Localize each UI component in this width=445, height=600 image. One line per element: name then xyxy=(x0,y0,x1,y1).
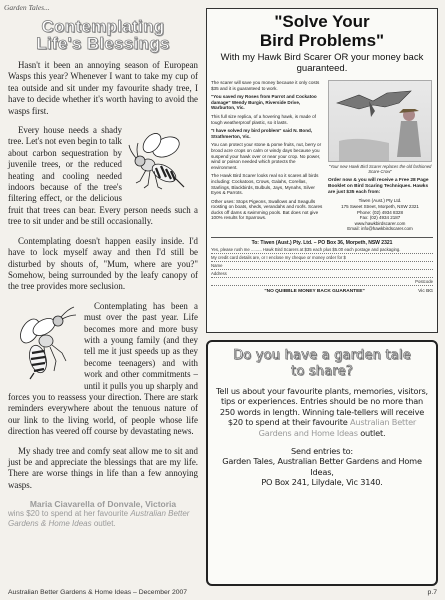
order-form-address-line[interactable]: Address xyxy=(211,270,433,278)
hawk-scarer-photo xyxy=(328,80,432,162)
article-body xyxy=(8,60,198,491)
author-name: Maria Ciavarella xyxy=(29,499,95,510)
article-title xyxy=(8,18,198,52)
ad-code: Vic BG xyxy=(418,288,433,294)
tale-title: Do you have a garden tale to share? xyxy=(233,348,411,379)
article-paragraph-1: Hasn't it been an annoying season of European Wasps this year? Whenever I want to take my cup of tea outside and sit under my favourite shady tree, I have to decide whether it's worth having to avoid the wasps first. xyxy=(8,60,198,116)
tale-send-to: Send entries to: Garden Tales, Australian Better Gardens and Home Ideas, PO Box 241, Lilydale, Vic 3140. xyxy=(222,446,422,488)
garden-tale-callout xyxy=(206,340,438,586)
ad-testimonials xyxy=(211,80,323,232)
bird-scarer-advertisement xyxy=(206,8,438,333)
order-form-name-line[interactable]: Name xyxy=(211,262,433,270)
wasp-illustration-bottom xyxy=(8,301,80,381)
order-form-payment-line[interactable]: My credit card details are, or I enclose my cheque or money order for $ xyxy=(211,254,433,262)
article-paragraph-4: Contemplating has been a must over the past year. Life becomes more and more busy with a young family (and they tell me it just speeds up as they become teenagers) and with work and other commitments – until it pulls you up sharply and forces you to reassess your direction. There are stark reminders everywhere about the tenuous nature of our link to the living world, of people whose life direction has veered off course by devastating news. xyxy=(8,300,198,437)
order-form xyxy=(211,237,433,294)
ad-title: "Solve Your Bird Problems" xyxy=(259,12,385,50)
wasp-illustration-top xyxy=(126,125,198,193)
tale-body: Tell us about your favourite plants, memories, visitors, tips or experiences. Entries should be no more than 250 words in length. Winning tale-tellers will receive $20 to spend at their favourite Australian Better Gardens and Home Ideas outlet. xyxy=(216,386,428,438)
article-title-line1: Contemplating xyxy=(41,17,165,36)
article-column xyxy=(8,18,198,588)
author-prize-store: Australian Better Gardens & Home Ideas xyxy=(8,509,190,529)
ad-subtitle: With my Hawk Bird Scarer OR your money back guaranteed. xyxy=(220,52,424,74)
article-paragraph-2: Every house needs a shady tree. Let's not even begin to talk about carbon sequestration by juvenile trees, or the reduced heating and cooling needed indoors because of the tree's filtering effect, or the delicious fruit that trees can bear. Every person needs such a tree to sit under and be still occasionally. xyxy=(8,125,198,227)
ad-text-3: This full size replica, of a hovering hawk, is made of tough weatherproof plastic, so it lasts. xyxy=(211,113,316,125)
ad-text-2: "You saved my Roses from Parrot and Cockatoo damage" Wendy Burgin, Riverside Drive, Warburton, Vic. xyxy=(211,94,317,111)
article-paragraph-3: Contemplating doesn't happen easily inside. I'd have to lock myself away and then I'd still be disturbed by shouts of, "Mum, where are you?" Somehow, being surrounded by the leafy canopy of the tree provides more seclusion. xyxy=(8,235,198,292)
author-byline xyxy=(8,499,198,509)
page-number: p.7 xyxy=(427,589,437,596)
ad-text-5: You can protect your stone & pome fruits, nut, berry or brood acre crops on calm or windy days because you suspend your hawk over or near your crop. No power, wind or poison needed which protects the environment. xyxy=(211,142,322,170)
ad-offer: Order now & you will receive a Free 28 Page Booklet on Bird Scaring Techniques. Hawks are just $35 each from: xyxy=(328,178,429,195)
ad-text-1: The scarer will save you money because it only costs $35 and it is guaranteed to work. xyxy=(211,80,320,91)
ad-text-4: "I have solved my bird problem" said N. Bond, Strathmerton, Vic. xyxy=(211,128,313,139)
section-header: Garden Tales... xyxy=(4,3,50,12)
ad-address: Tiwen (Aust.) Pty Ltd. 175 Sweet Street, Morpeth, NSW 2321 Phone: (02) 4934 8328 Fax: (02) 4934 2187 www.hawkbirdscarer.com Email: info@hawkbirdscarer.com xyxy=(341,198,419,232)
author-prize: wins $20 to spend at her favourite Australian Better Gardens & Home Ideas outlet. xyxy=(8,509,190,529)
order-form-quantity-line[interactable]: Yes, please rush me ......... Hawk Bird Scarers at $35 each plus $5.00 each postage and packaging. xyxy=(211,246,433,254)
ad-guarantee: "NO QUIBBLE MONEY BACK GUARANTEE" Vic BG xyxy=(264,288,433,294)
author-town: of Donvale, Victoria xyxy=(96,499,177,510)
ad-text-7: Other uses: Stops Pigeons, Swallows and Seagulls roosting on boats, sheds, verandahs and roofs. Scares ducks off dams & swimming pools. Bat does not give 100% results for Sparrows. xyxy=(211,198,323,221)
ad-photo-caption: "Your new Hawk Bird Scarer replaces the old fashioned Scare-Crow" xyxy=(328,164,432,174)
tale-store-name: Australian Better Gardens and Home Ideas xyxy=(258,417,417,438)
ad-text-6: The Hawk Bird Scarer looks real so it scares all birds including: Cockatoos, Crows, Galahs, Corellas, Starlings, Blackbirds, Bulbuls, Jays, Mynahs, Silver Eyes & Parrots. xyxy=(211,173,319,196)
order-form-header: To: Tiwen (Aust.) Pty. Ltd. – PO Box 36, Morpeth, NSW 2321 xyxy=(251,239,393,246)
footer-publication: Australian Better Gardens & Home Ideas – December 2007 xyxy=(8,589,188,596)
article-paragraph-5: My shady tree and comfy seat allow me to sit and just be and appreciate the blessings that are my life. There are worse things in life than a few annoying wasps. xyxy=(8,445,198,490)
order-form-postcode-line[interactable]: Postcode xyxy=(211,278,433,286)
article-title-line2: Life's Blessings xyxy=(36,34,170,53)
